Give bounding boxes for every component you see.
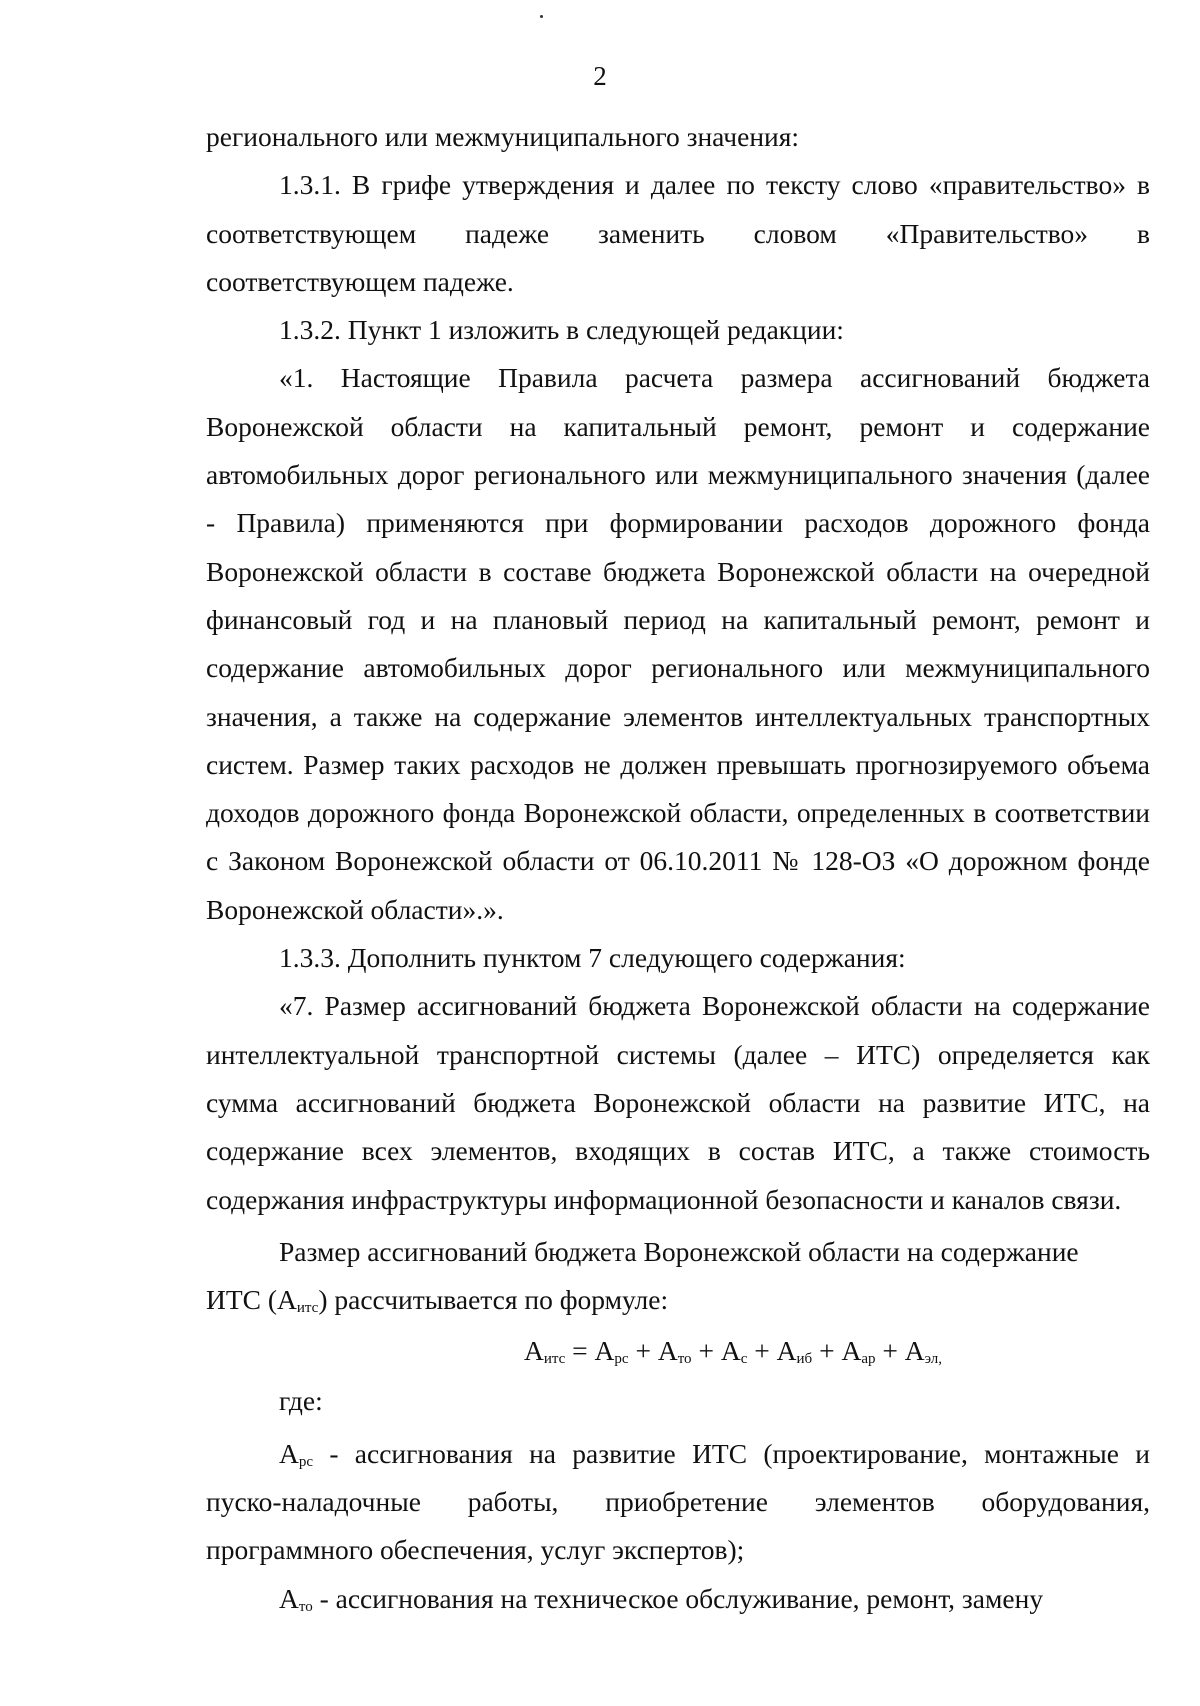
paragraph-continuation: регионального или межмуниципального значения: — [206, 121, 800, 152]
formula-term: $А_{ар}$ + — [841, 1335, 905, 1368]
where-label: где: — [279, 1385, 323, 1417]
definition-a-rs: $А_{рс}$ - ассигнования на развитие ИТС (проектирование, монтажные и пуско-наладочные работы, приобретение элементов оборудования, программного обеспечения, услуг экспертов); — [206, 1437, 1150, 1566]
paragraph-quoted-item-1: «1. Настоящие Правила расчета размера ассигнований бюджета Воронежской области на капитальный ремонт, ремонт и содержание автомобильных дорог регионального или межмуниципального значения (далее - Правила) применяются при формировании расходов дорожного фонда Воронежской области в составе бюджета Воронежской области на очередной финансовый год и на плановый период на капитальный ремонт, ремонт и содержание автомобильных дорог регионального или межмуниципального значения, а также на содержание элементов интеллектуальных транспортных систем. Размер таких расходов не должен превышать прогнозируемого объема доходов дорожного фонда Воронежской области, определенных в соответствии с Законом Воронежской области от 06.10.2011 № 128-ОЗ «О дорожном фонде Воронежской области».». — [206, 362, 1150, 925]
paragraph-1-3-2: 1.3.2. Пункт 1 изложить в следующей редакции: — [279, 314, 844, 346]
its-intro-subscript: итс — [296, 1300, 319, 1317]
formula-term: $А_{то}$ + — [657, 1335, 721, 1368]
formula-term: $А_{эл,}$ — [904, 1335, 943, 1368]
formula-term: $А_{иб}$ + — [776, 1335, 842, 1368]
document-body — [206, 113, 1150, 1623]
its-intro-after: ) рассчитывается по формуле: — [318, 1284, 669, 1316]
formula-term: $А_с$ + — [720, 1335, 777, 1368]
formula-term: $А_{итс}$ = — [523, 1335, 595, 1368]
page-number: 2 — [593, 61, 607, 91]
paragraph-its-formula-intro — [206, 1276, 1150, 1324]
its-intro-before: ИТС (А — [206, 1284, 297, 1316]
definition-a-to: $А_{то}$ - ассигнования на техническое обслуживание, ремонт, замену — [279, 1582, 1044, 1615]
paragraph-1-3-1: 1.3.1. В грифе утверждения и далее по тексту слово «правительство» в соответствующем падеже заменить словом «Правительство» в соответствующем падеже. — [206, 169, 1150, 297]
formula-term: $А_{рс}$ + — [594, 1335, 658, 1368]
paragraph-its-size: Размер ассигнований бюджета Воронежской области на содержание — [279, 1235, 1079, 1267]
formula — [206, 1324, 1150, 1377]
paragraph-1-3-3: 1.3.3. Дополнить пунктом 7 следующего содержания: — [279, 942, 906, 974]
scan-speck — [540, 15, 543, 18]
paragraph-quoted-item-7: «7. Размер ассигнований бюджета Воронежской области на содержание интеллектуальной транспортной системы (далее – ИТС) определяется как сумма ассигнований бюджета Воронежской области на развитие ИТС, на содержание всех элементов, входящих в состав ИТС, а также стоимость содержания инфраструктуры информационной безопасности и каналов связи. — [206, 990, 1150, 1215]
